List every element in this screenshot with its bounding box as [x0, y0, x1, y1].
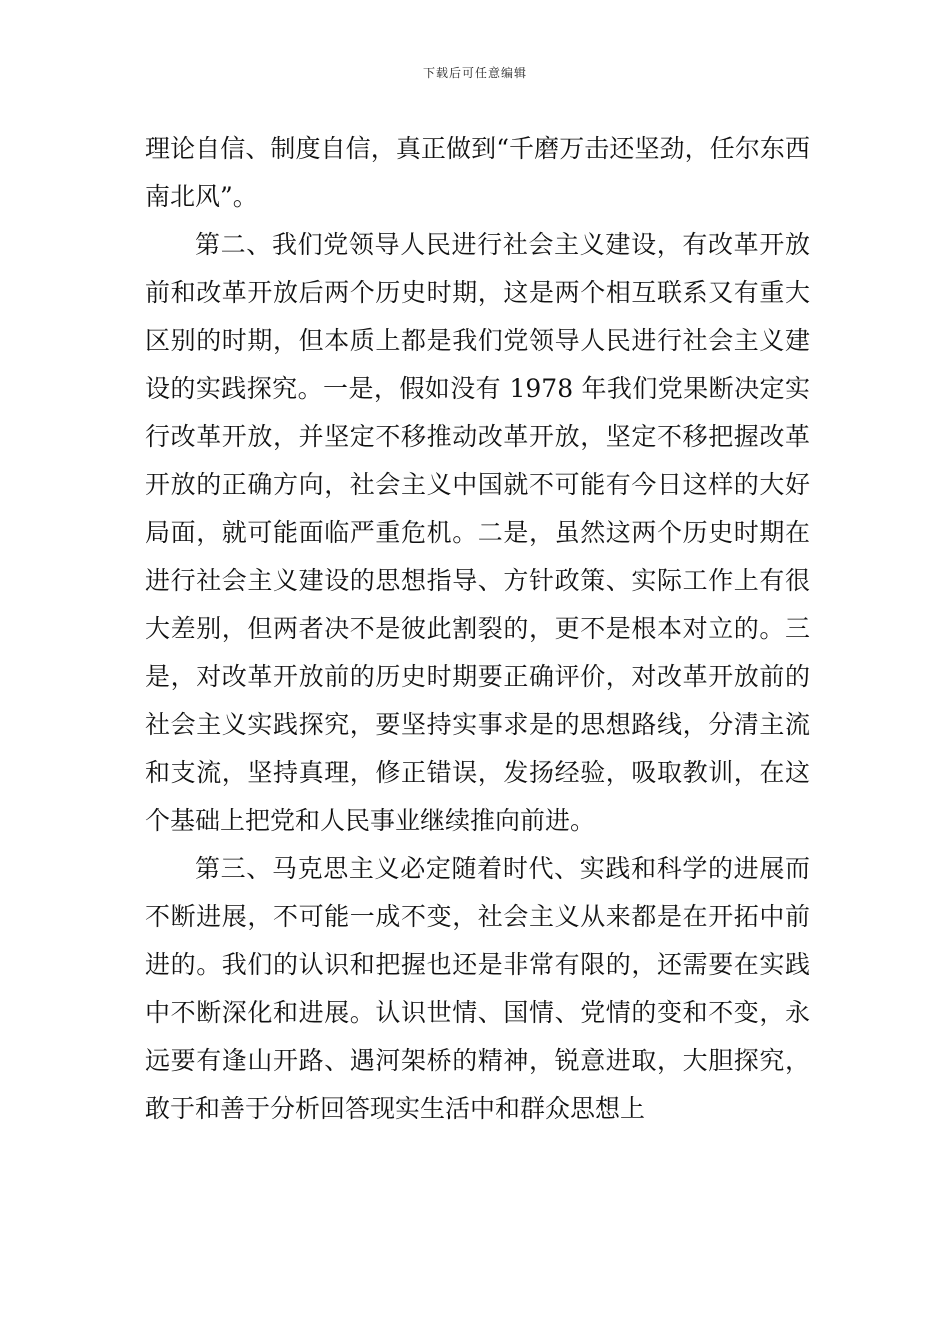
paragraph-continuation: 理论自信、制度自信，真正做到“千磨万击还坚劲，任尔东西南北风”。: [145, 134, 810, 211]
paragraph-second-point: 第二、我们党领导人民进行社会主义建设，有改革开放前和改革开放后两个历史时期，这是两个相互联系又有重大区别的时期，但本质上都是我们党领导人民进行社会主义建设的实践探究。一是，假如没有 1978 年我们党果断决定实行改革开放，并坚定不移推动改革开放，坚定不移把握改革开放的正确方向，社会主义中国就不可能有今日这样的大好局面，就可能面临严重危机。二是，虽然这两个历史时期在进行社会主义建设的思想指导、方针政策、实际工作上有很大差别，但两者决不是彼此割裂的，更不是根本对立的。三是，对改革开放前的历史时期要正确评价，对改革开放前的社会主义实践探究，要坚持实事求是的思想路线，分清主流和支流，坚持真理，修正错误，发扬经验，吸取教训，在这个基础上把党和人民事业继续推向前进。: [145, 230, 810, 835]
page-header: 下载后可任意编辑: [422, 66, 527, 80]
paragraph-third-point: 第三、马克思主义必定随着时代、实践和科学的进展而不断进展，不可能一成不变，社会主义从来都是在开拓中前进的。我们的认识和把握也还是非常有限的，还需要在实践中不断深化和进展。认识世情、国情、党情的变和不变，永远要有逢山开路、遇河架桥的精神，锐意进取，大胆探究，敢于和善于分析回答现实生活中和群众思想上: [145, 854, 810, 1123]
document-body: [145, 125, 810, 1133]
